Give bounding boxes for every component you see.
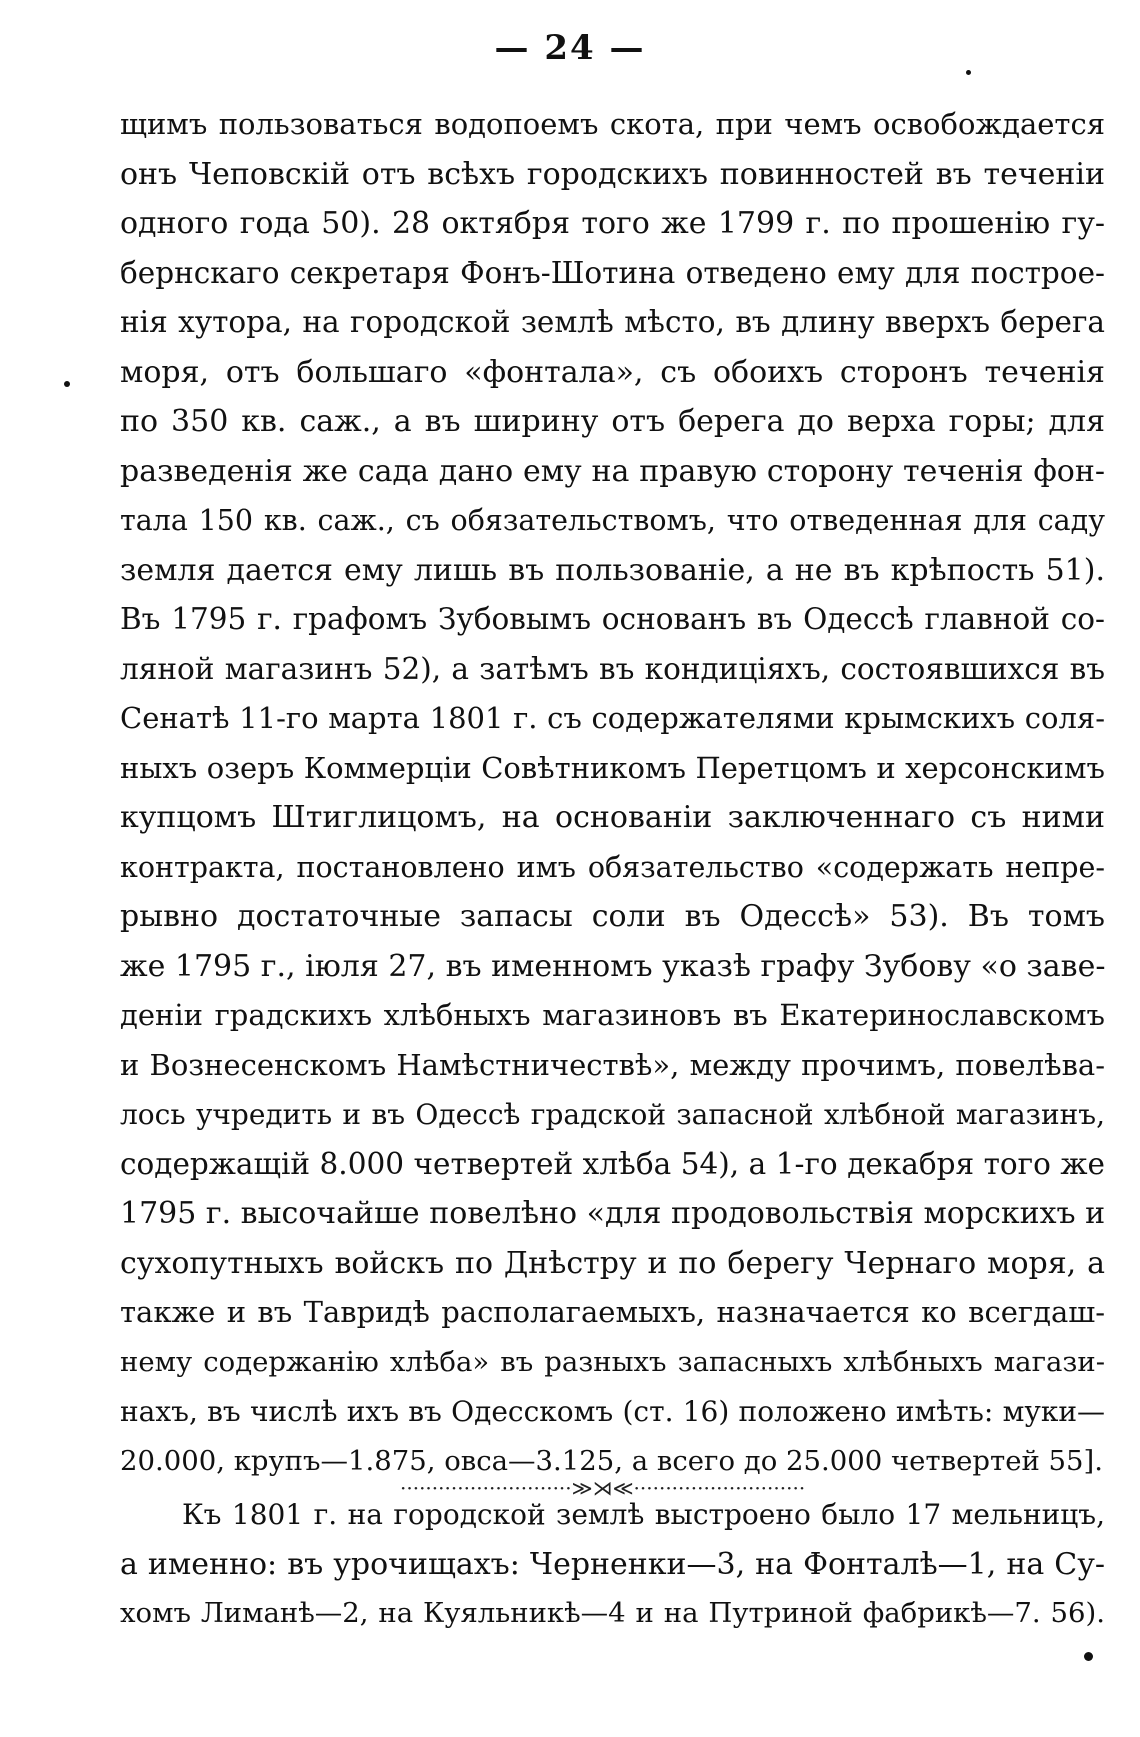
text-line: Сенатѣ 11-го марта 1801 г. съ содержателями крымскихъ соля- — [120, 701, 1105, 735]
text-line: моря, отъ большаго «фонтала», съ обоихъ сторонъ теченія — [120, 354, 1105, 390]
section-divider-ornament: ···························≫⋊≪··························· — [400, 1476, 806, 1500]
text-line: по 350 кв. саж., а въ ширину отъ берега до верха горы; для — [120, 404, 1105, 439]
text-line: онъ Чеповскій отъ всѣхъ городскихъ повинностей въ теченіи — [120, 156, 1105, 192]
text-line: деніи градскихъ хлѣбныхъ магазиновъ въ Екатеринославскомъ — [120, 998, 1105, 1032]
text-line: бернскаго секретаря Фонъ-Шотина отведено ему для построе- — [120, 255, 1105, 290]
text-line: сухопутныхъ войскъ по Днѣстру и по берегу Чернаго моря, а — [120, 1245, 1105, 1281]
text-line: 1795 г. высочайше повелѣно «для продовольствія морскихъ и — [120, 1196, 1106, 1231]
text-line: а именно: въ урочищахъ: Черненки—3, на Фонталѣ—1, на Су- — [120, 1546, 1105, 1582]
text-line: нему содержанію хлѣба» въ разныхъ запасныхъ хлѣбныхъ магази- — [120, 1345, 1105, 1378]
text-line: Къ 1801 г. на городской землѣ выстроено было 17 мельницъ, — [182, 1498, 1105, 1531]
text-line: и Вознесенскомъ Намѣстничествѣ», между прочимъ, повелѣва- — [120, 1047, 1105, 1082]
text-line: ляной магазинъ 52), а затѣмъ въ кондиціяхъ, состоявшихся въ — [120, 651, 1105, 686]
text-line: ныхъ озеръ Коммерціи Совѣтникомъ Перетцомъ и херсонскимъ — [120, 750, 1105, 785]
page-number: — 24 — — [494, 28, 646, 68]
ink-speck — [966, 70, 971, 75]
ink-speck — [64, 381, 70, 387]
text-line: контракта, постановлено имъ обязательство «содержать непре- — [120, 850, 1105, 884]
text-line: также и въ Тавридѣ располагаемыхъ, назначается ко всегдаш- — [120, 1295, 1105, 1329]
text-line: хомъ Лиманѣ—2, на Куяльникѣ—4 и на Путриной фабрикѣ—7. 56). — [120, 1597, 1105, 1629]
text-line: содержащій 8.000 четвертей хлѣба 54), а 1-го декабря того же — [120, 1146, 1105, 1181]
text-line: Въ 1795 г. графомъ Зубовымъ основанъ въ Одессѣ главной со- — [120, 602, 1105, 636]
body-text — [120, 100, 1105, 1639]
text-line: тала 150 кв. саж., съ обязательствомъ, что отведенная для саду — [120, 504, 1105, 537]
text-line: лось учредить и въ Одессѣ градской запасной хлѣбной магазинъ, — [120, 1098, 1105, 1131]
text-line: нахъ, въ числѣ ихъ въ Одесскомъ (ст. 16) положено имѣть: муки— — [120, 1395, 1105, 1428]
ink-speck — [1084, 1652, 1093, 1661]
text-line: одного года 50). 28 октября того же 1799 г. по прошенію гу- — [120, 206, 1105, 241]
text-line: рывно достаточные запасы соли въ Одессѣ» 53). Въ томъ — [120, 899, 1105, 934]
text-line: щимъ пользоваться водопоемъ скота, при чемъ освобождается — [120, 107, 1105, 141]
text-line: купцомъ Штиглицомъ, на основаніи заключеннаго съ ними — [120, 800, 1105, 835]
text-line: разведенія же сада дано ему на правую сторону теченія фон- — [120, 453, 1105, 489]
text-line: земля дается ему лишь въ пользованіе, а не въ крѣпость 51). — [120, 552, 1105, 588]
text-line: нія хутора, на городской землѣ мѣсто, въ длину вверхъ берега — [120, 305, 1105, 339]
text-line: же 1795 г., іюля 27, въ именномъ указѣ графу Зубову «о заве- — [120, 948, 1106, 984]
text-line: 20.000, крупъ—1.875, овса—3.125, а всего до 25.000 четвертей 55]. — [120, 1444, 1104, 1477]
